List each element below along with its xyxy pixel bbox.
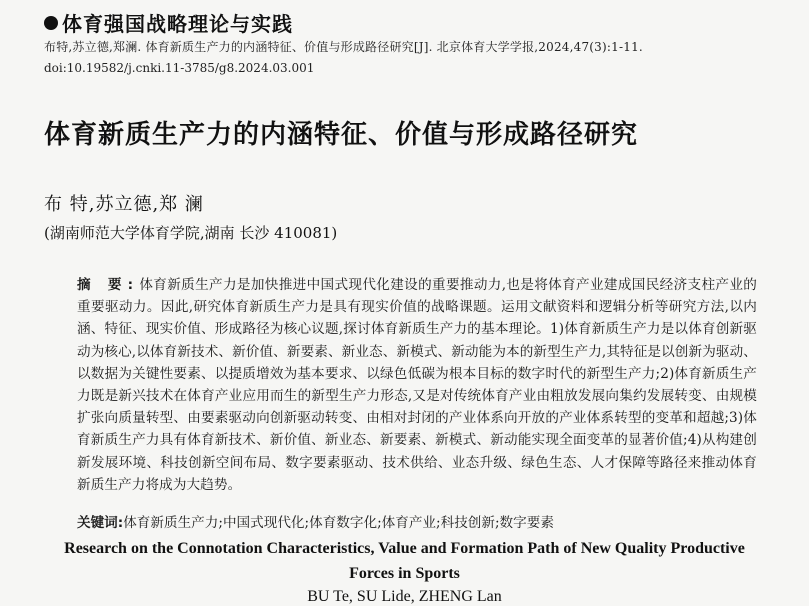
english-author-list: BU Te, SU Lide, ZHENG Lan [307, 588, 502, 605]
english-title: Research on the Connotation Characteristics, Value and Formation Path of New Quality Productive Forces in Sports [64, 540, 745, 582]
author-list: 布 特,苏立德,郑 澜 [44, 194, 204, 215]
author-affiliation: (湖南师范大学体育学院,湖南 长沙 410081) [44, 224, 338, 242]
section-heading-text: 体育强国战略理论与实践 [62, 12, 293, 36]
abstract-label: 摘 要: [77, 277, 140, 293]
section-heading [44, 8, 293, 37]
citation-line: 布特,苏立德,郑澜. 体育新质生产力的内涵特征、价值与形成路径研究[J]. 北京体育大学学报,2024,47(3):1-11. [44, 40, 643, 54]
bullet-dot-icon [44, 16, 58, 30]
abstract-paragraph [77, 274, 757, 496]
abstract-text: 体育新质生产力是加快推进中国式现代化建设的重要推动力,也是将体育产业建成国民经济支柱产业的重要驱动力。因此,研究体育新质生产力是具有现实价值的战略课题。运用文献资料和逻辑分析等研究方法,以内涵、特征、现实价值、形成路径为核心议题,探讨体育新质生产力的基本理论。1)体育新质生产力是以体育创新驱动为核心,以体育新技术、新价值、新要素、新业态、新模式、新动能为本的新型生产力,其特征是以创新为驱动、以数据为关键性要素、以提质增效为基本要求、以绿色低碳为根本目标的数字时代的新型生产力;2)体育新质生产力既是新兴技术在体育产业应用而生的新型生产力形态,又是对传统体育产业由粗放发展向集约发展转变、由规模扩张向质量转型、由要素驱动向创新驱动转变、由相对封闭的产业体系向开放的产业体系转型的变革和超越;3)体育新质生产力具有体育新技术、新价值、新业态、新要素、新模式、新动能实现全面变革的显著价值;4)从构建创新发展环境、科技创新空间布局、数字要素驱动、技术供给、业态升级、绿色生态、人才保障等路径来推动体育新质生产力将成为大趋势。 [77, 277, 757, 493]
keywords-line [77, 511, 757, 531]
doi-line: doi:10.19582/j.cnki.11-3785/g8.2024.03.001 [44, 61, 315, 75]
paper-title: 体育新质生产力的内涵特征、价值与形成路径研究 [44, 120, 639, 150]
keywords-text: 体育新质生产力;中国式现代化;体育数字化;体育产业;科技创新;数字要素 [123, 515, 554, 531]
keywords-label: 关键词: [77, 515, 124, 531]
